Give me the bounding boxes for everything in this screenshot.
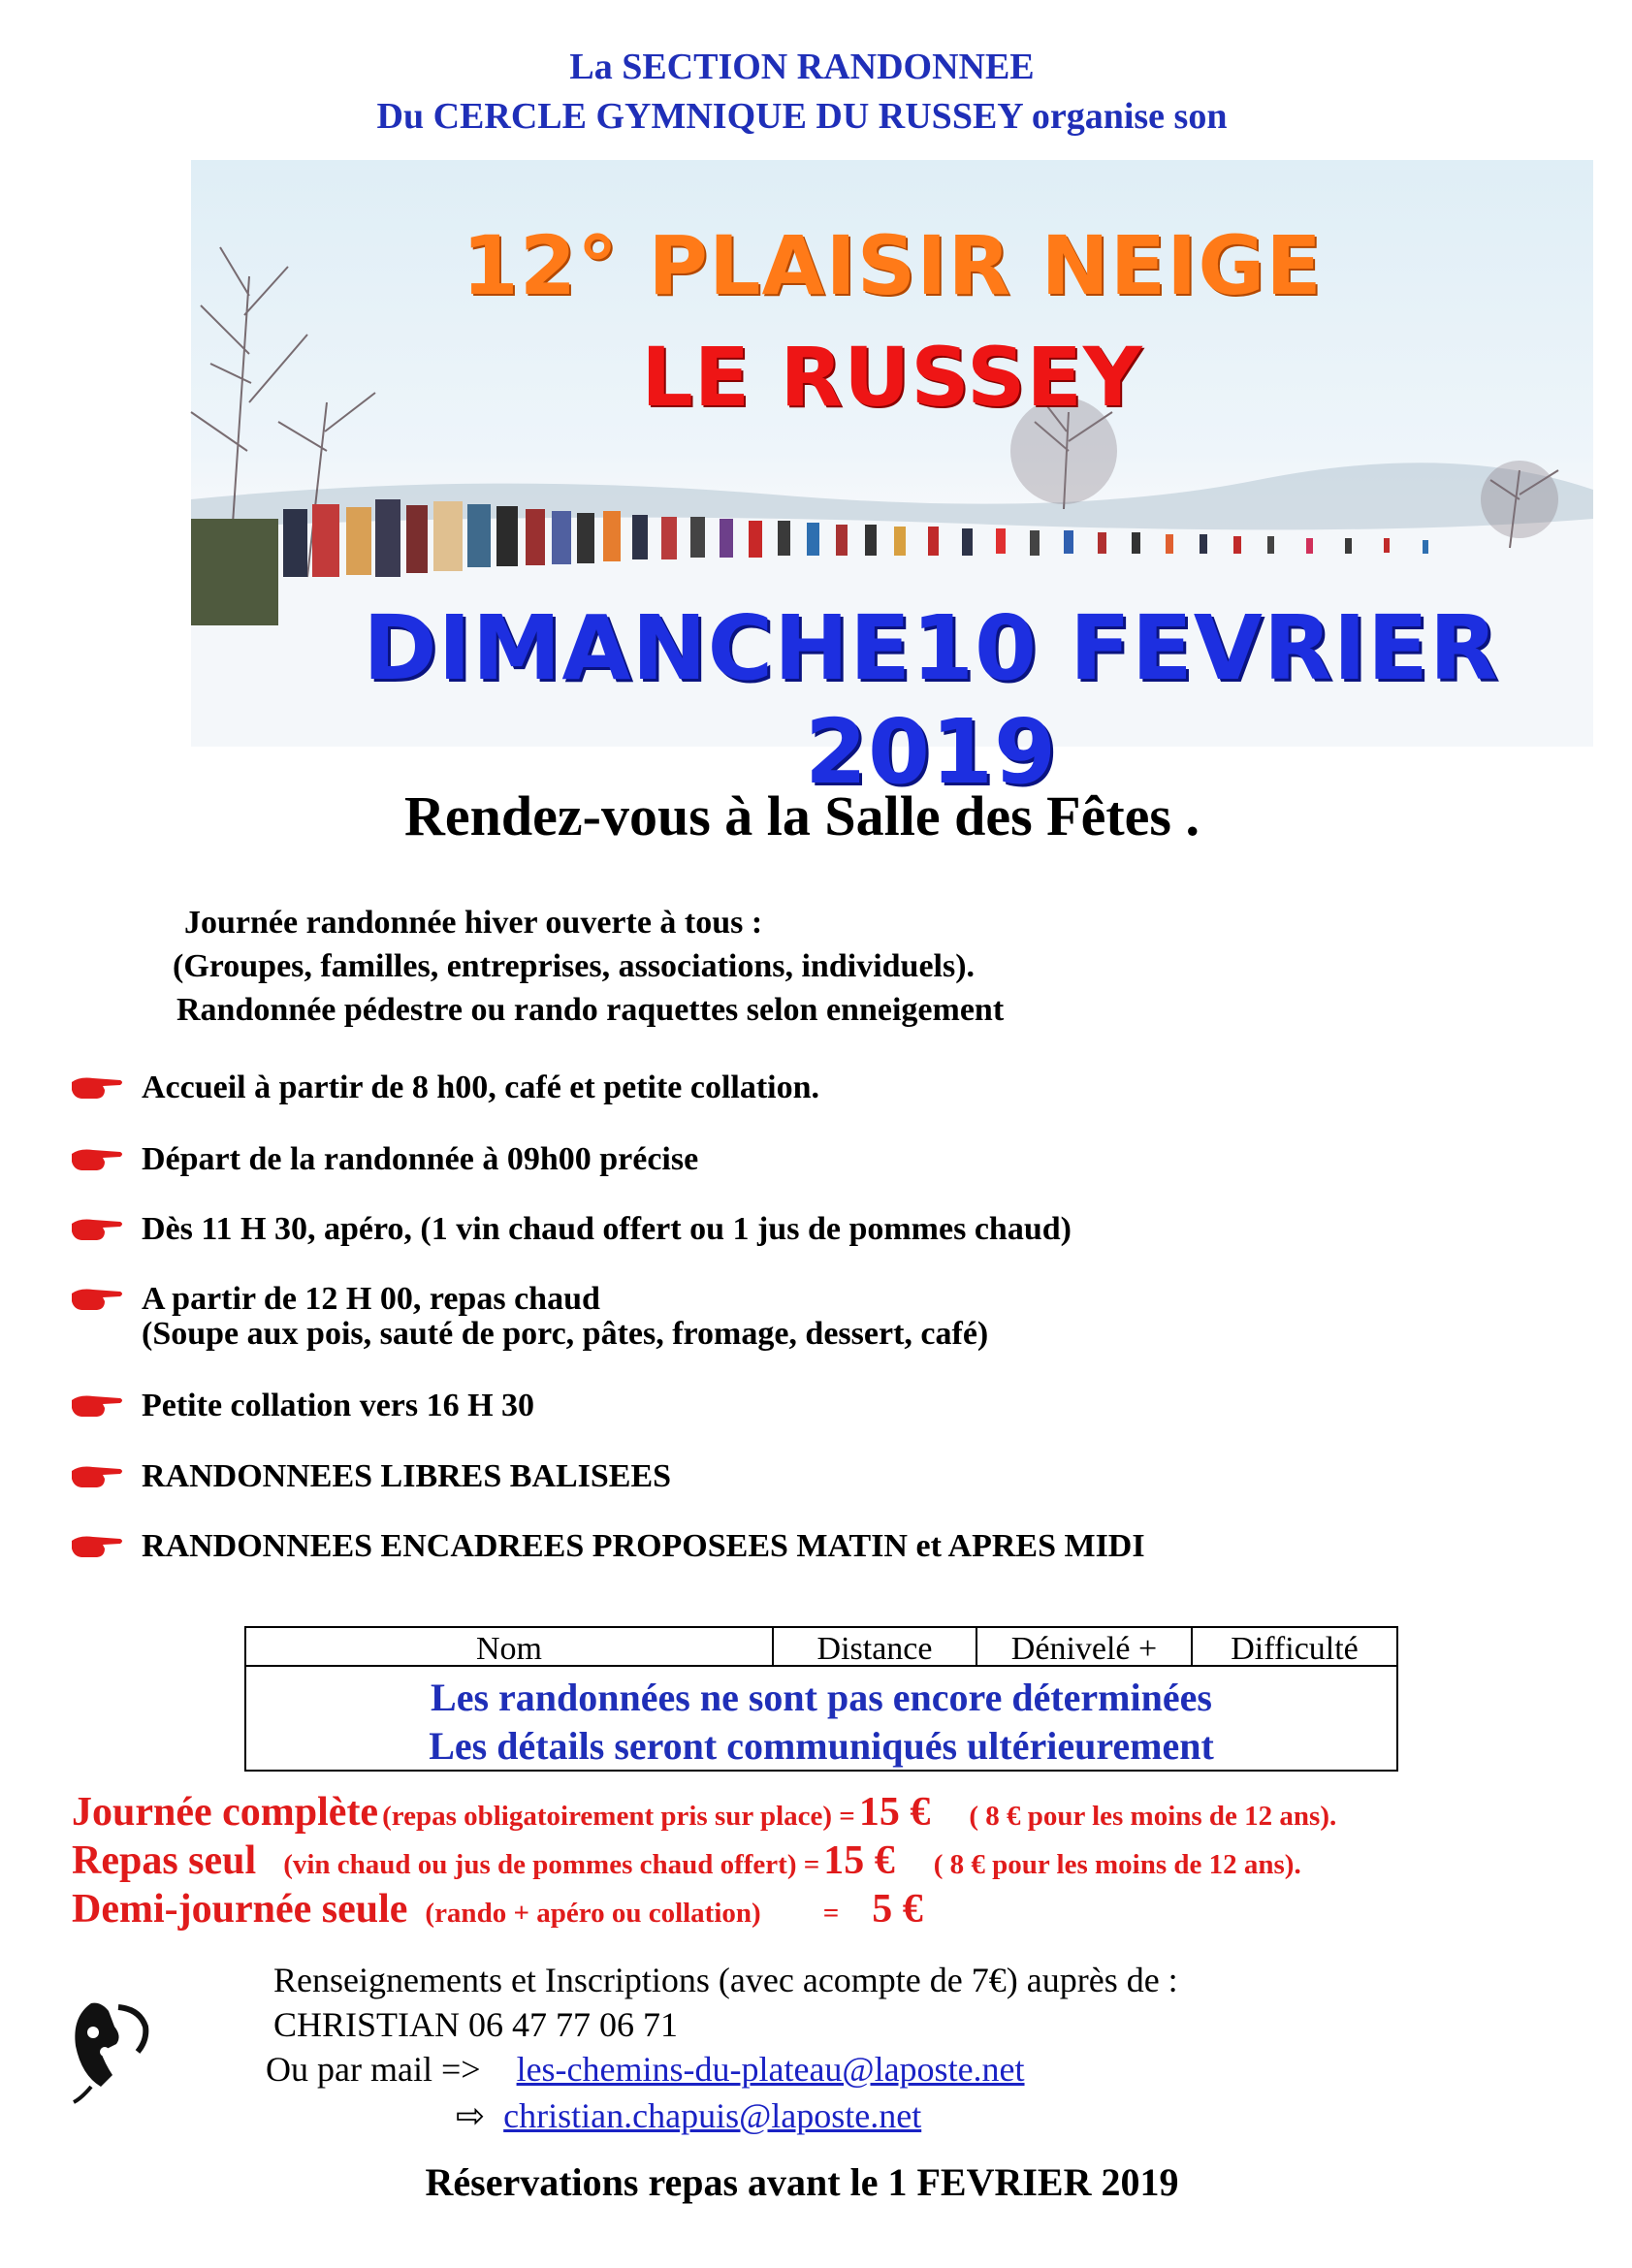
reservation-deadline: Réservations repas avant le 1 FEVRIER 2019 (425, 2160, 1179, 2204)
mail-link-1[interactable]: les-chemins-du-plateau@laposte.net (516, 2050, 1025, 2089)
header-line-1: La SECTION RANDONNEE (569, 47, 1035, 87)
price-detail: (rando + apéro ou collation) (425, 1898, 761, 1929)
bullet-text: Petite collation vers 16 H 30 (142, 1388, 535, 1423)
table-header-difficulte: Difficulté (1231, 1631, 1359, 1667)
price-row-journee (72, 1789, 1584, 1836)
pointing-hand-icon (70, 1390, 124, 1420)
bullet-text: Départ de la randonnée à 09h00 précise (142, 1141, 699, 1177)
price-detail: (repas obligatoirement pris sur place) = (382, 1801, 855, 1832)
price-child: ( 8 € pour les moins de 12 ans). (969, 1801, 1337, 1832)
price-child: ( 8 € pour les moins de 12 ans). (933, 1849, 1301, 1880)
mail-prefix: Ou par mail => (266, 2050, 481, 2089)
bullet-depart (70, 1142, 698, 1177)
telephone-icon (62, 1997, 151, 2106)
bullet-accueil (70, 1070, 819, 1105)
table-header-denivele: Dénivelé + (977, 1628, 1193, 1665)
hikes-table (244, 1626, 1398, 1772)
contact-line-1: Renseignements et Inscriptions (avec acompte de 7€) auprès de : (273, 1961, 1178, 1999)
price-label: Journée complète (72, 1790, 379, 1835)
intro-line-1: Journée randonnée hiver ouverte à tous : (184, 905, 763, 941)
table-header-row (246, 1628, 1396, 1667)
bullet-text: Accueil à partir de 8 h00, café et petite collation. (142, 1070, 820, 1105)
pointing-hand-icon (70, 1214, 124, 1243)
event-title: 12° PLAISIR NEIGE (462, 218, 1323, 313)
bullet-encadrees (70, 1529, 1145, 1564)
pointing-hand-icon (70, 1144, 124, 1173)
event-date: DIMANCHE10 FEVRIER 2019 (363, 596, 1499, 804)
price-amount: 5 € (872, 1887, 923, 1932)
price-row-repas (72, 1837, 1584, 1884)
event-location: LE RUSSEY (641, 330, 1143, 425)
price-equals: = (822, 1898, 840, 1929)
contact-mail-row (266, 2048, 1025, 2091)
bullet-subtext: (Soupe aux pois, sauté de porc, pâtes, fromage, dessert, café) (142, 1316, 989, 1352)
intro-line-3: Randonnée pédestre ou rando raquettes selon enneigement (176, 992, 1005, 1028)
bullet-text-block (142, 1282, 988, 1352)
intro-line-2: (Groupes, familles, entreprises, associations, individuels). (173, 948, 976, 984)
bullet-text: RANDONNEES ENCADREES PROPOSEES MATIN et APRES MIDI (142, 1528, 1145, 1564)
price-label: Demi-journée seule (72, 1887, 408, 1932)
contact-mail-row-2 (456, 2094, 921, 2137)
pointing-hand-icon (70, 1072, 124, 1102)
bullet-apero (70, 1212, 1072, 1247)
table-note-1: Les randonnées ne sont pas encore déterminées (431, 1676, 1212, 1719)
header-line-2: Du CERCLE GYMNIQUE DU RUSSEY organise son (376, 96, 1228, 137)
snow-hike-banner (191, 160, 1593, 804)
mail-link-2[interactable]: christian.chapuis@laposte.net (503, 2096, 922, 2135)
bullet-libres (70, 1459, 671, 1494)
arrow-icon: ⇨ (456, 2096, 486, 2135)
pointing-hand-icon (70, 1531, 124, 1560)
table-header-nom: Nom (246, 1628, 774, 1665)
contact-phone: CHRISTIAN 06 47 77 06 71 (273, 2005, 679, 2044)
pointing-hand-icon (70, 1461, 124, 1490)
table-note-2: Les détails seront communiqués ultérieurement (429, 1724, 1214, 1768)
rendezvous-heading: Rendez-vous à la Salle des Fêtes . (404, 784, 1200, 847)
price-amount: 15 € (858, 1790, 931, 1835)
pointing-hand-icon (70, 1284, 124, 1313)
bullet-collation (70, 1389, 534, 1423)
price-detail: (vin chaud ou jus de pommes chaud offert) = (283, 1849, 820, 1880)
bullet-text: A partir de 12 H 00, repas chaud (142, 1281, 600, 1317)
price-label: Repas seul (72, 1838, 257, 1883)
table-header-distance: Distance (774, 1628, 977, 1665)
price-row-demi (72, 1886, 1584, 1933)
bullet-repas (70, 1282, 988, 1352)
price-amount: 15 € (823, 1838, 895, 1883)
bullet-text: Dès 11 H 30, apéro, (1 vin chaud offert ou 1 jus de pommes chaud) (142, 1211, 1072, 1247)
bullet-text: RANDONNEES LIBRES BALISEES (142, 1458, 672, 1494)
